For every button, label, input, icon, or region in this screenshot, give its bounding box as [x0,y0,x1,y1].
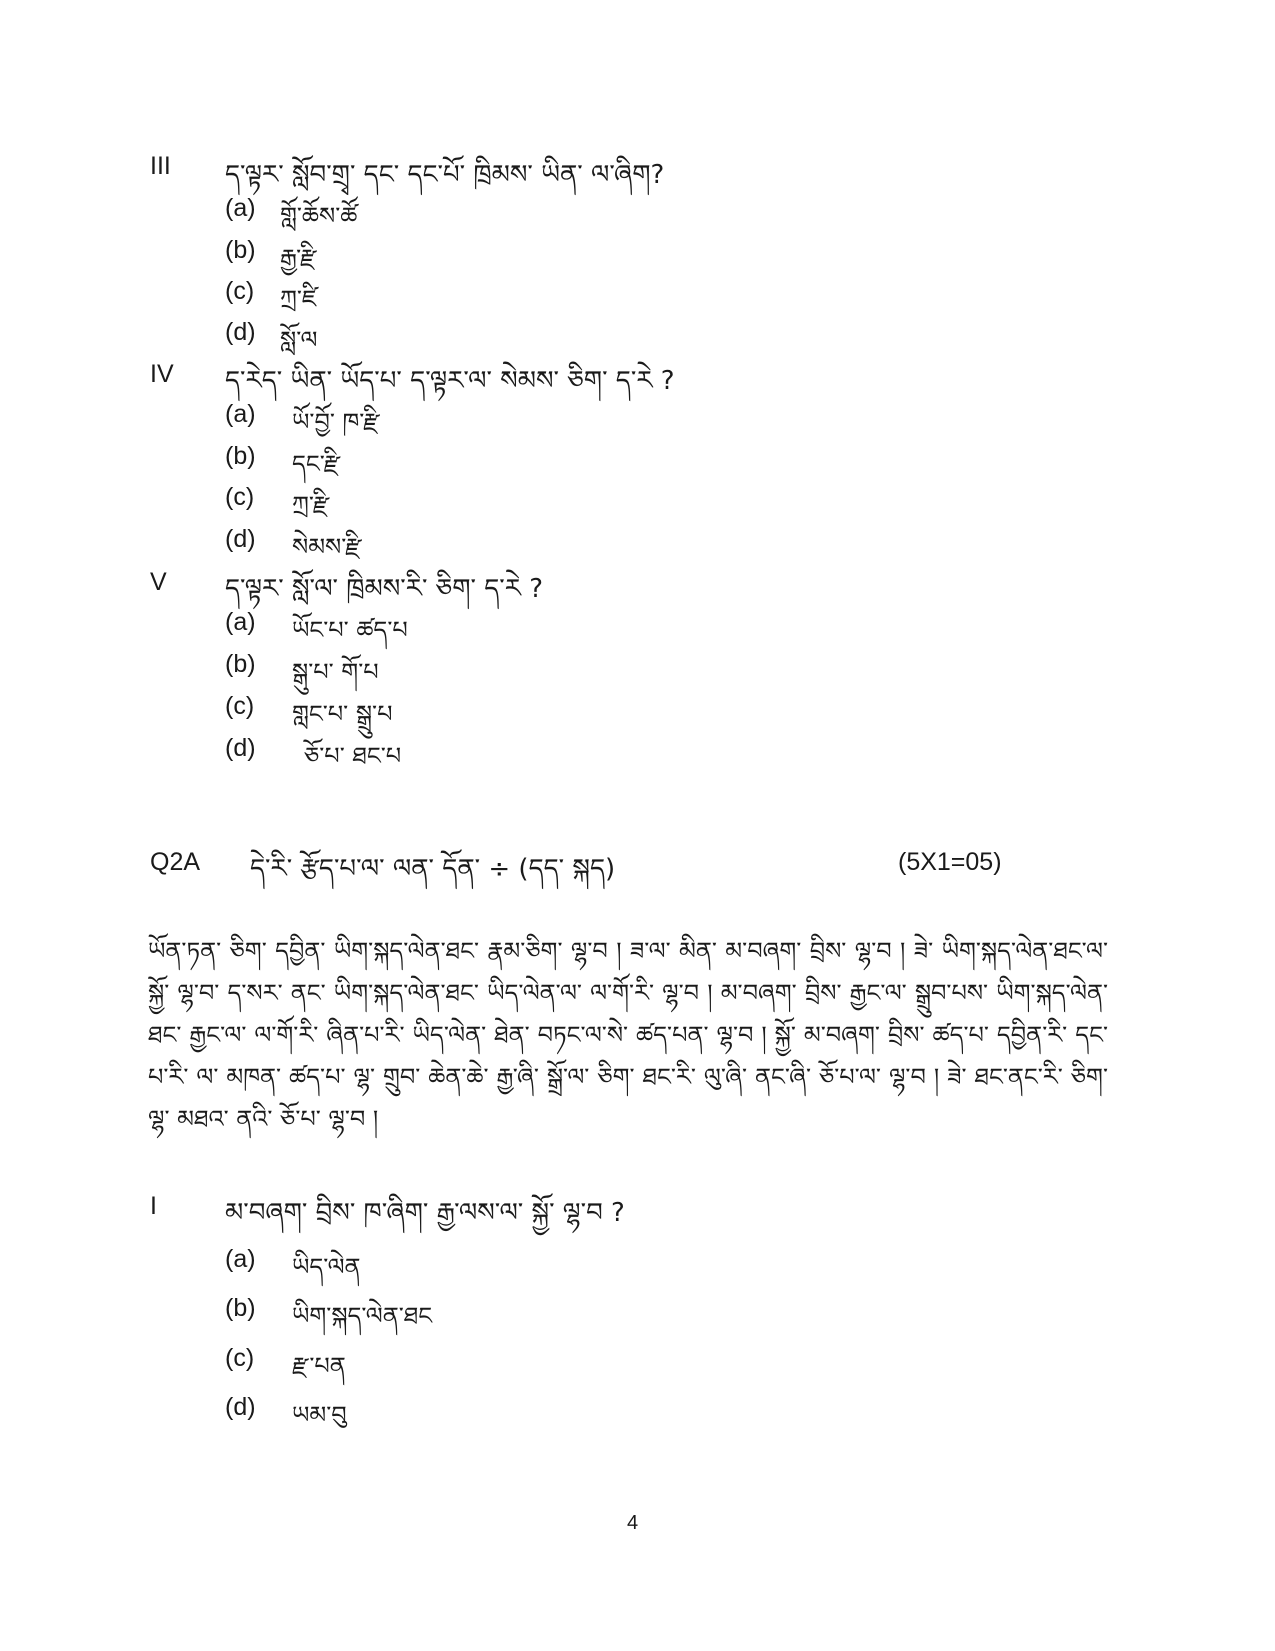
option-text: སྒུ་པ་ གོ་པ [292,658,379,686]
option-text: ཡོ་བྱོ་ ཁ་རྫི [292,408,380,436]
question-text: ད་ལྟར་ སློ་ལ་ ཁྲིམས་རི་ ཅིག་ ད་རེ ? [225,574,544,604]
option-text: ཡོང་པ་ ཚད་པ [292,616,408,644]
option-label: (b) [225,236,256,264]
option-label: (d) [225,318,256,346]
section-marks: (5X1=05) [898,848,1002,876]
question-number: IV [150,360,174,388]
section-title: དེ་རི་ རྩོད་པ་ལ་ ལན་ དོན་ ÷ (དད་ སྐད) [250,854,616,884]
option-label: (b) [225,650,256,678]
option-label: (a) [225,608,256,636]
option-text: རྫ་པན [292,1352,346,1380]
option-text: ཡིག་སྐད་ལེན་ཐང [292,1302,433,1330]
option-label: (c) [225,692,255,720]
reading-passage: ཡོན་ཏན་ ཅིག་ དབྱིན་ ཡིག་སྐད་ལེན་ཐང་ རྣམ་ཅིག་ ལྷ་བ ། ཟ་ལ་ མིན་ མ་བཞག་ བྲིས་ ལྷ་བ ། ཟེ་ ཡིག་སྐད་ལེན་ཐང་ལ་ སྐྱོ་ ལྷ་བ་ ད་སར་ ནང་ ཡིག་སྐད་ལེན་ཐང་ ཡིད་ལེན་ལ་ ལ་གོ་རི་ ལྷ་བ ། མ་བཞག་ བྲིས་ རྒྱང་ལ་ སྒྲུབ་པས་ ཡིག་སྐད་ལེན་ཐང་ རྒྱང་ལ་ ལ་གོ་རི་ ཞིན་པ་རི་ ཡིད་ལེན་ ཐེན་ བཏང་ལ་སེ་ ཚད་པན་ ལྷ་བ ། སྐྱོ་ མ་བཞག་ བྲིས་ ཚད་པ་ དབྱིན་རི་ དང་པ་རི་ ལ་ མཁན་ ཚད་པ་ ལྷ་ གྲུབ་ ཆེན་ཆེ་ རྒྱ་ཞི་ སྒྲོ་ལ་ ཅིག་ ཐང་རི་ ལུ་ཞི་ ནང་ཞི་ ཅོ་པ་ལ་ ལྷ་བ ། ཟེ་ ཐང་ནང་རི་ ཅིག་ ལྷ་ མཐའ་ ནའི་ ཅོ་པ་ ལྷ་བ ། [148,937,1108,1133]
option-text: སེམས་རྫི [292,533,362,561]
question-text: ད་ལྟར་ སློབ་གྲྭ་ དང་ དང་པོ་ ཁྲིམས་ ཡིན་ ལ་ཞིག? [225,160,665,190]
question-text: མ་བཞག་ བྲིས་ ཁ་ཞིག་ རྒྱ་ལས་ལ་ སྐྱོ་ ལྷ་བ ? [225,1198,625,1228]
question-number: V [150,568,167,596]
option-label: (c) [225,1344,255,1372]
question-number: I [150,1192,157,1220]
option-text: ཅོ་པ་ ཐང་པ [304,742,402,770]
option-text: ཀྲ་རྫི [292,491,330,519]
option-text: ཡམ་བུ [292,1401,347,1429]
question-number: III [150,152,171,180]
option-text: སློ་ལ [280,326,318,354]
option-label: (b) [225,442,256,470]
section-id: Q2A [150,848,201,876]
option-label: (c) [225,483,255,511]
option-text: གློ་ཆོས་ཚོ [280,202,358,230]
option-label: (a) [225,400,256,428]
option-label: (a) [225,1245,256,1273]
option-text: ཀྲ་ཛི [280,285,317,313]
option-label: (d) [225,525,256,553]
option-label: (b) [225,1294,256,1322]
page-number: 4 [627,1512,639,1534]
option-text: རྒྱ་རྫི [280,244,317,272]
option-label: (a) [225,194,256,222]
option-text: ཡིད་ལེན [292,1253,361,1281]
option-label: (d) [225,1393,256,1421]
option-label: (d) [225,734,256,762]
option-text: གླང་པ་ སྒྲུ་པ [292,700,393,728]
question-text: ད་རེད་ ཡིན་ ཡོད་པ་ ད་ལྟར་ལ་ སེམས་ ཅིག་ ད་རེ ? [225,366,675,396]
option-text: དང་རྫི [292,450,340,478]
option-label: (c) [225,277,255,305]
